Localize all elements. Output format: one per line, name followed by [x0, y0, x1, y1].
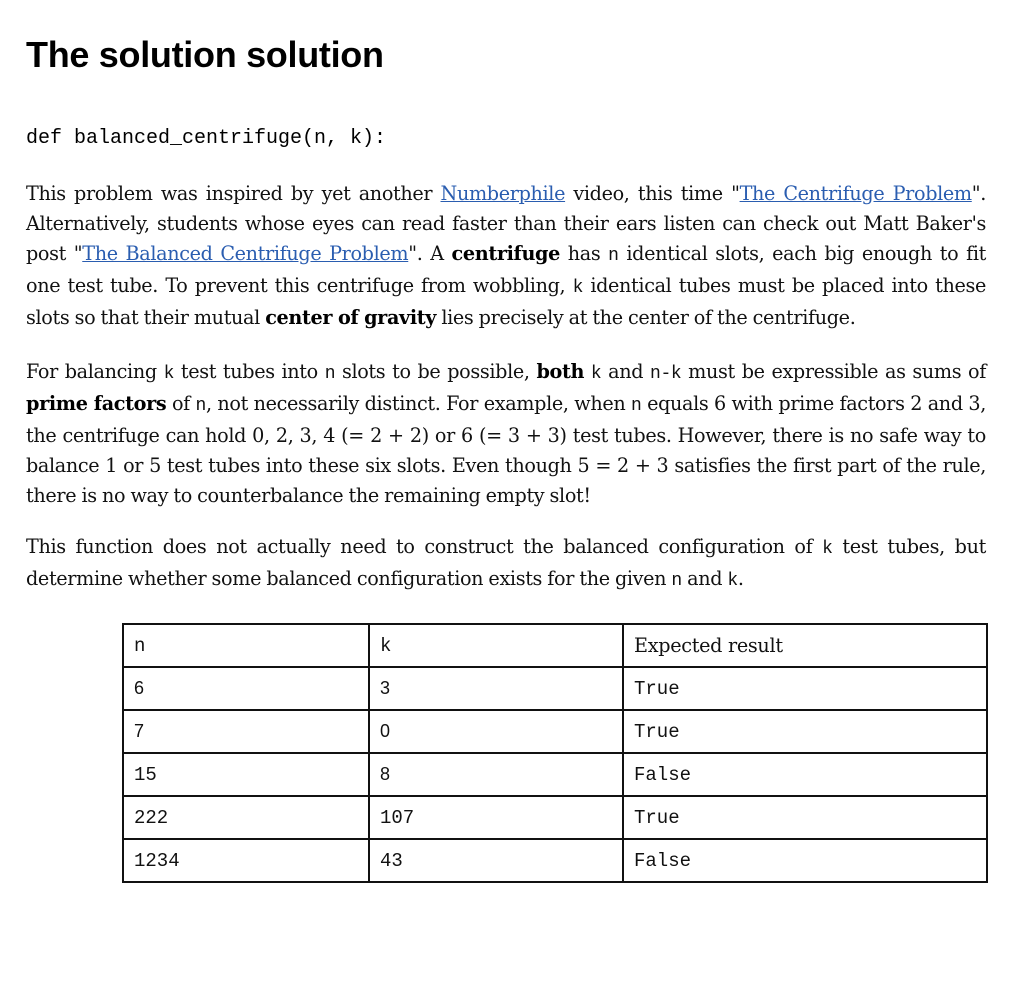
bold-term: centrifuge	[451, 242, 560, 265]
text: identical tubes must be placed into these slots so that their mutual	[26, 274, 986, 329]
text: of	[166, 392, 196, 415]
cell-n: 1234	[123, 839, 369, 882]
centrifuge-problem-link[interactable]: The Centrifuge Problem	[739, 182, 972, 205]
cell-result: True	[623, 796, 987, 839]
bold-term: center of gravity	[265, 306, 437, 329]
cell-k: 107	[369, 796, 623, 839]
text: lies precisely at the center of the centrifuge.	[436, 306, 856, 329]
table-row	[123, 710, 987, 753]
table-row	[123, 796, 987, 839]
text: has	[559, 242, 609, 265]
inline-code: n	[631, 396, 642, 416]
text: .	[737, 567, 744, 590]
cell-result: False	[623, 753, 987, 796]
cell-result: True	[623, 667, 987, 710]
numberphile-link[interactable]: Numberphile	[440, 182, 566, 205]
bold-term: both	[536, 360, 585, 383]
inline-code: n-k	[650, 364, 682, 384]
text: slots to be possible,	[335, 360, 537, 383]
text: This problem was inspired by yet another	[26, 182, 441, 205]
cell-n: 222	[123, 796, 369, 839]
inline-code: k	[163, 364, 175, 384]
cell-k: 43	[369, 839, 623, 882]
text: equals 6 with prime factors 2 and 3, the centrifuge can hold 0, 2, 3, 4 (= 2 + 2) or 6 (= 3 + 3) test tubes. However, there is no safe way to balance 1 or 5 test tubes into these six slots. Even though 5 = 2 + 3 satisfies the first part of the rule, there is no way to counterbalance the remaining empty slot!	[26, 392, 987, 507]
inline-code: n	[608, 246, 619, 266]
cell-result: True	[623, 710, 987, 753]
cell-n: 15	[123, 753, 369, 796]
header-expected-result: Expected result	[623, 624, 987, 667]
inline-code: n	[195, 396, 206, 416]
examples-table	[122, 623, 988, 883]
table-header-row	[123, 624, 987, 667]
cell-n: 7	[123, 710, 369, 753]
text: must be expressible as sums of	[681, 360, 986, 383]
text: test tubes into	[174, 360, 325, 383]
balanced-centrifuge-link[interactable]: The Balanced Centrifuge Problem	[82, 242, 409, 265]
table-row	[123, 667, 987, 710]
cell-k: 3	[369, 667, 623, 710]
page-title: The solution solution	[26, 34, 384, 75]
function-signature: def balanced_centrifuge(n, k):	[26, 127, 387, 150]
header-n: n	[123, 624, 369, 667]
rule-paragraph	[26, 357, 986, 511]
cell-result: False	[623, 839, 987, 882]
text: ". Alternatively, students whose eyes can read faster than their ears listen can check out Matt Baker's post "	[26, 182, 987, 265]
text: video, this time "	[565, 182, 740, 205]
task-paragraph	[26, 532, 986, 596]
text	[584, 360, 591, 383]
text: and	[601, 360, 650, 383]
inline-code: k	[727, 571, 738, 591]
bold-term: prime factors	[26, 392, 167, 415]
table-row	[123, 839, 987, 882]
cell-k: 8	[369, 753, 623, 796]
table-row	[123, 753, 987, 796]
text: identical slots, each big enough to fit one test tube. To prevent this centrifuge from wobbling,	[26, 242, 987, 297]
header-k: k	[369, 624, 623, 667]
text: , not necessarily distinct. For example, when	[206, 392, 631, 415]
cell-k: 0	[369, 710, 623, 753]
text: For balancing	[26, 360, 164, 383]
text: ". A	[408, 242, 452, 265]
text: test tubes, but determine whether some balanced configuration exists for the given	[26, 535, 986, 590]
cell-n: 6	[123, 667, 369, 710]
intro-paragraph	[26, 179, 986, 333]
inline-code: k	[590, 364, 602, 384]
inline-code: k	[572, 278, 584, 298]
text: and	[681, 567, 728, 590]
text: This function does not actually need to construct the balanced configuration of	[26, 535, 823, 558]
inline-code: n	[671, 571, 682, 591]
inline-code: n	[324, 364, 336, 384]
inline-code: k	[822, 539, 833, 559]
